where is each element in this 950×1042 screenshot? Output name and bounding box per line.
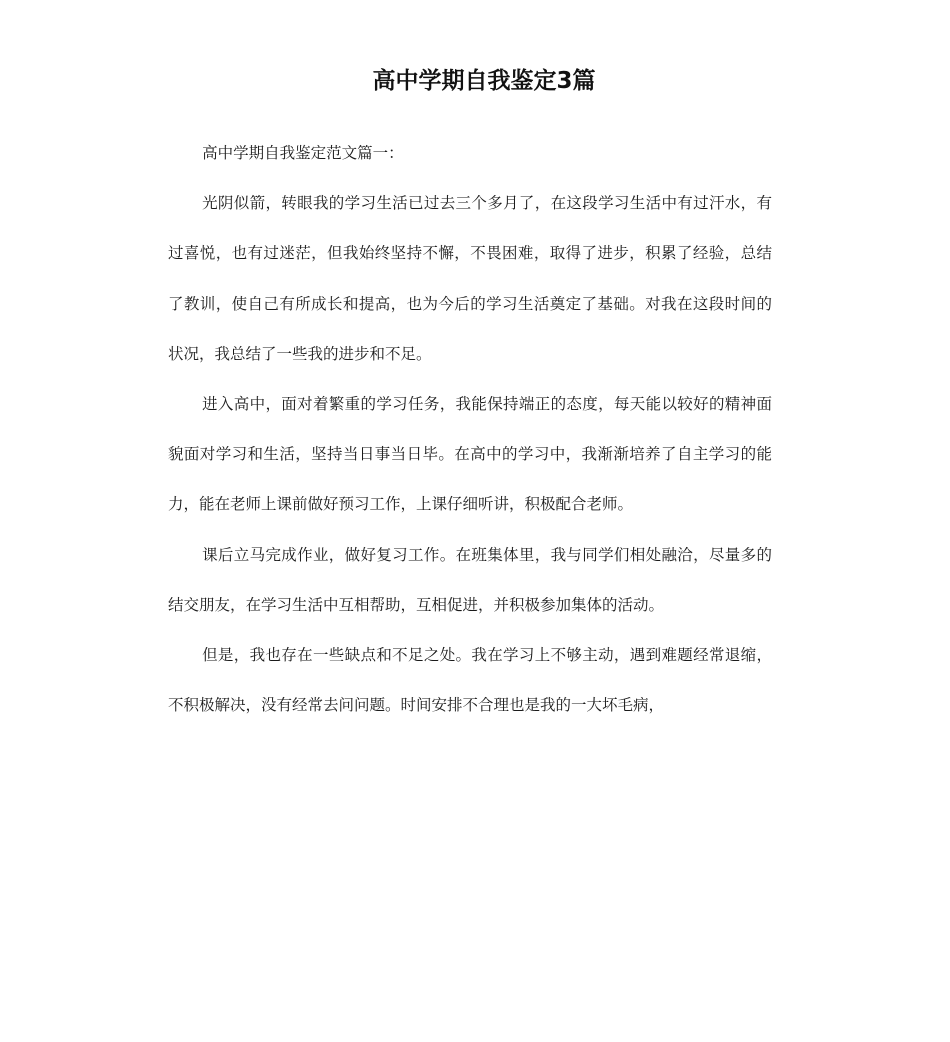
paragraph: 但是，我也存在一些缺点和不足之处。我在学习上不够主动，遇到难题经常退缩，不积极解决，没有经常去问问题。时间安排不合理也是我的一大坏毛病， — [168, 646, 772, 715]
paragraph: 课后立马完成作业，做好复习工作。在班集体里，我与同学们相处融洽，尽量多的结交朋友，在学习生活中互相帮助，互相促进，并积极参加集体的活动。 — [168, 545, 772, 614]
document-body — [168, 128, 772, 730]
paragraph: 光阴似箭，转眼我的学习生活已过去三个多月了，在这段学习生活中有过汗水，有过喜悦，也有过迷茫，但我始终坚持不懈，不畏困难，取得了进步，积累了经验，总结了教训，使自己有所成长和提高，也为今后的学习生活奠定了基础。对我在这段时间的状况，我总结了一些我的进步和不足。 — [168, 194, 772, 363]
document-title: 高中学期自我鉴定3篇 — [372, 68, 596, 94]
paragraph: 进入高中，面对着繁重的学习任务，我能保持端正的态度，每天能以较好的精神面貌面对学习和生活，坚持当日事当日毕。在高中的学习中，我渐渐培养了自主学习的能力，能在老师上课前做好预习工作，上课仔细听讲，积极配合老师。 — [168, 395, 772, 514]
section-heading: 高中学期自我鉴定范文篇一： — [202, 144, 404, 162]
